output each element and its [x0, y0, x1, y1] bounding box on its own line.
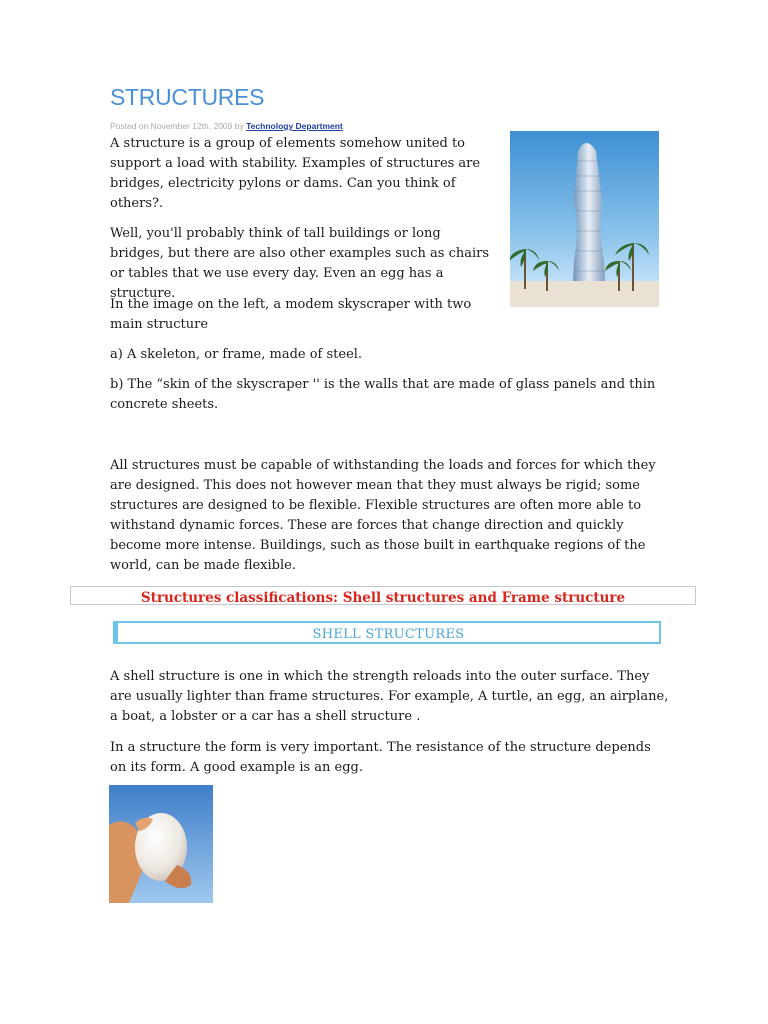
shell-heading-box: [113, 621, 661, 644]
shell-heading: SHELL STRUCTURES: [312, 627, 465, 642]
paragraph-intro: A structure is a group of elements somehow united to support a load with stability. Examples of structures are bridges, electricity pylons or dams. Can you think of others?.: [110, 136, 481, 211]
page-title: STRUCTURES: [110, 84, 265, 110]
posted-date: Posted on November 12th, 2009 by: [110, 121, 244, 131]
author-link[interactable]: Technology Department: [246, 121, 343, 131]
paragraph-form: In a structure the form is very important. The resistance of the structure depends on its form. A good example is an egg.: [110, 740, 651, 775]
paragraph-loads: All structures must be capable of withstanding the loads and forces for which they are designed. This does not however mean that they must always be rigid; some structures are designed to be flexible. Flexible structures are often more able to withstand dynamic forces. These are forces that change direction and quickly become more intense. Buildings, such as those built in earthquake regions of the world, can be made flexible.: [110, 458, 656, 573]
skyscraper-image: [510, 131, 659, 307]
post-meta: [110, 121, 343, 131]
paragraph-examples: Well, you'll probably think of tall buildings or long bridges, but there are also other examples such as chairs or tables that we use every day. Even an egg has a structure.: [110, 226, 490, 301]
list-item-skin: b) The “skin of the skyscraper '' is the walls that are made of glass panels and thin concrete sheets.: [110, 377, 656, 412]
classification-heading-box: [70, 586, 696, 605]
paragraph-shell: A shell structure is one in which the strength reloads into the outer surface. They are usually lighter than frame structures. For example, A turtle, an egg, an airplane, a boat, a lobster or a car has a shell structure .: [110, 669, 669, 724]
list-item-skeleton: a) A skeleton, or frame, made of steel.: [110, 347, 363, 362]
egg-image: [109, 785, 213, 903]
classification-heading: Structures classifications: Shell structures and Frame structure: [140, 590, 626, 606]
paragraph-skyscraper: In the image on the left, a modem skyscraper with two main structure: [110, 297, 472, 332]
